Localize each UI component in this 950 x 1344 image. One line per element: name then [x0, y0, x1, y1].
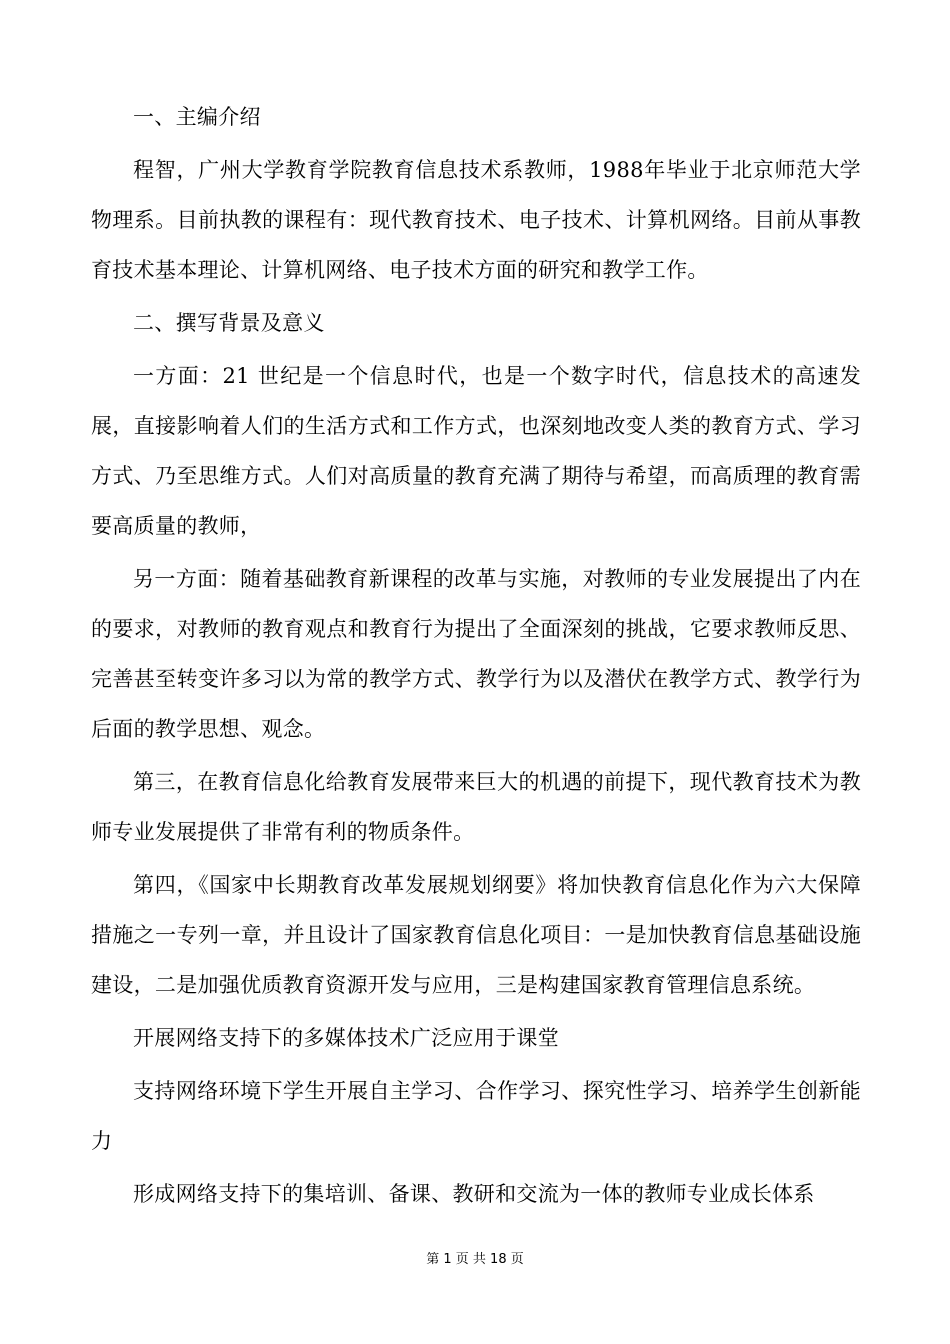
paragraph: 第三，在教育信息化给教育发展带来巨大的机遇的前提下，现代教育技术为教师专业发展提供了非常有利的物质条件。 [91, 770, 861, 844]
paragraph: 程智，广州大学教育学院教育信息技术系教师，1988年毕业于北京师范大学物理系。目前执教的课程有：现代教育技术、电子技术、计算机网络。目前从事教育技术基本理论、计算机网络、电子技术方面的研究和教学工作。 [91, 158, 861, 282]
section-heading: 一、主编介绍 [133, 105, 261, 129]
document-body [91, 92, 861, 1222]
paragraph: 第四，《国家中长期教育改革发展规划纲要》将加快教育信息化作为六大保障措施之一专列一章，并且设计了国家教育信息化项目：一是加快教育信息基础设施建设，二是加强优质教育资源开发与应用，三是构建国家教育管理信息系统。 [91, 873, 861, 997]
page-footer: 第 1 页 共 18 页 [426, 1252, 524, 1267]
paragraph: 支持网络环境下学生开展自主学习、合作学习、探究性学习、培养学生创新能力 [91, 1079, 861, 1153]
paragraph: 一方面：21 世纪是一个信息时代，也是一个数字时代，信息技术的高速发展，直接影响着人们的生活方式和工作方式，也深刻地改变人类的教育方式、学习方式、乃至思维方式。人们对高质量的教育充满了期待与希望，而高质理的教育需要高质量的教师， [91, 364, 861, 538]
paragraph: 另一方面：随着基础教育新课程的改革与实施，对教师的专业发展提出了内在的要求，对教师的教育观点和教育行为提出了全面深刻的挑战，它要求教师反思、完善甚至转变许多习以为常的教学方式、教学行为以及潜伏在教学方式、教学行为后面的教学思想、观念。 [91, 567, 861, 741]
section-heading: 二、撰写背景及意义 [133, 311, 325, 335]
paragraph: 形成网络支持下的集培训、备课、教研和交流为一体的教师专业成长体系 [133, 1182, 815, 1206]
paragraph: 开展网络支持下的多媒体技术广泛应用于课堂 [133, 1026, 559, 1050]
